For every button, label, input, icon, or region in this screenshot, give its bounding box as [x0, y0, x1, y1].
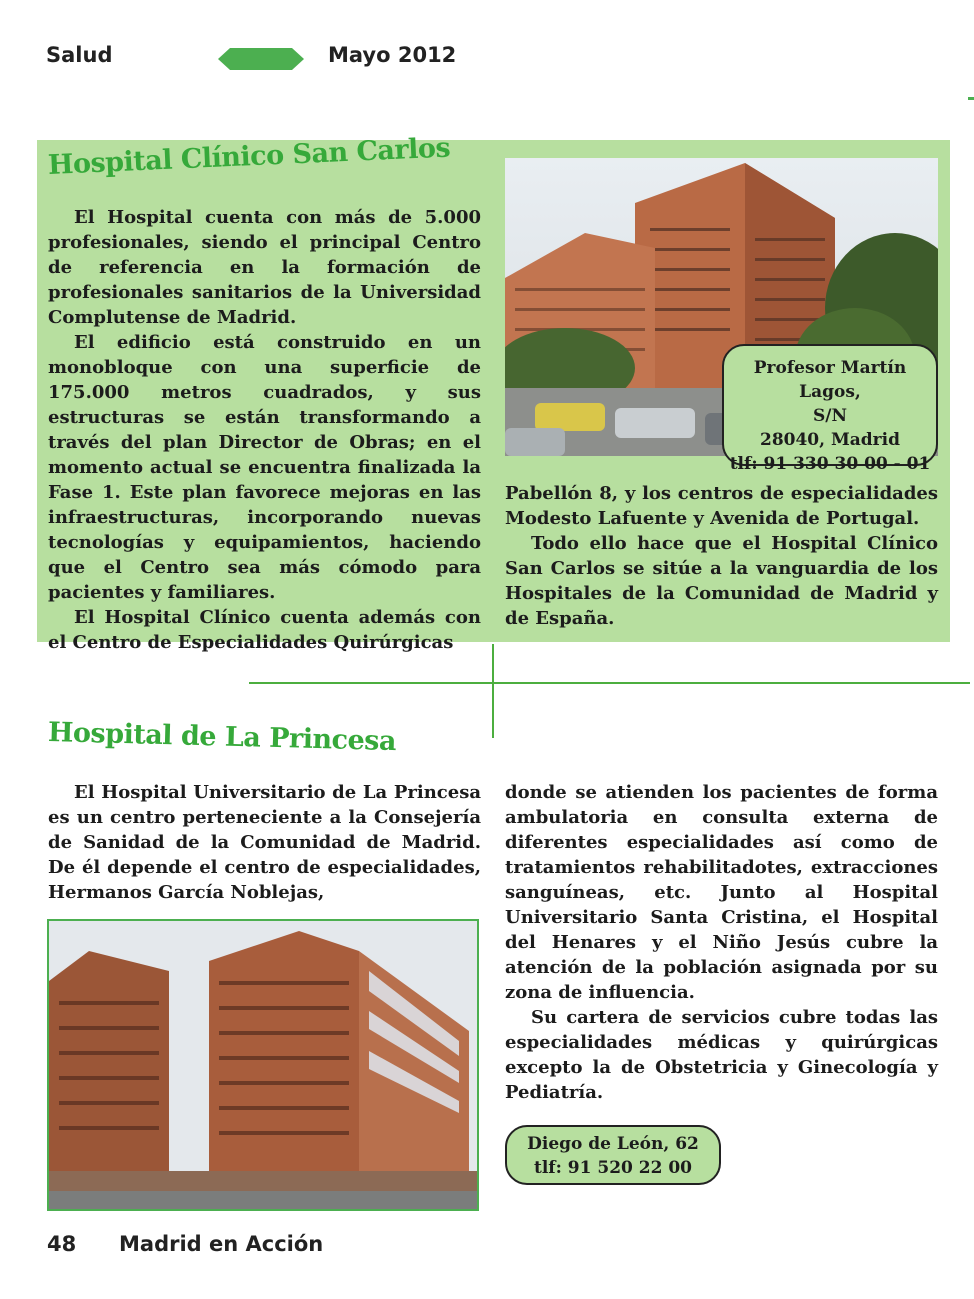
issue-date: Mayo 2012	[328, 43, 457, 67]
princesa-paragraph: Su cartera de servicios cubre todas las especialidades médicas y quirúrgicas excepto la de Obstetricia y Ginecología y Pediatría.	[505, 1007, 938, 1103]
divider-horizontal	[249, 682, 970, 684]
san-carlos-paragraph: Todo ello hace que el Hospital Clínico San Carlos se sitúe a la vanguardia de los Hospitales de la Comunidad de Madrid y de España.	[505, 533, 938, 629]
princesa-title: Hospital de La Princesa	[47, 717, 397, 758]
princesa-address-bubble	[505, 1125, 721, 1185]
page-number: 48	[47, 1232, 77, 1256]
princesa-left-column	[48, 780, 481, 905]
san-carlos-right-column	[505, 481, 938, 631]
address-line: Profesor Martín Lagos,	[753, 358, 907, 402]
divider-vertical	[492, 644, 494, 738]
address-line: S/N	[812, 406, 848, 426]
edge-mark	[968, 97, 974, 100]
san-carlos-paragraph: Pabellón 8, y los centros de especialidades Modesto Lafuente y Avenida de Portugal.	[505, 483, 938, 529]
san-carlos-paragraph: El edificio está construido en un monobloque con una superficie de 175.000 metros cuadrados, y sus estructuras se están transformando a través del plan Director de Obras; en el momento actual se encuentra finalizada la Fase 1. Este plan favorece mejoras en las infraestructuras, incorporando nuevas tecnologías y equipamientos, haciendo que el Centro sea más cómodo para pacientes y familiares.	[48, 332, 481, 603]
address-line: 28040, Madrid	[759, 430, 900, 450]
header-arrow-icon	[218, 47, 304, 71]
san-carlos-paragraph: El Hospital Clínico cuenta además con el Centro de Especialidades Quirúrgicas	[48, 607, 481, 653]
phone-number: tlf: 91 520 22 00	[533, 1158, 693, 1178]
san-carlos-title: Hospital Clínico San Carlos	[47, 132, 451, 181]
address-line: Diego de León, 62	[527, 1134, 699, 1154]
princesa-paragraph: donde se atienden los pacientes de forma ambulatoria en consulta externa de diferentes especialidades así como de tratamientos rehabilitadotes, extracciones sanguíneas, etc. Junto al Hospital Universitario Santa Cristina, el Hospital del Henares y el Niño Jesús cubre la atención de la población asignada por su zona de influencia.	[505, 782, 938, 1003]
san-carlos-left-column	[48, 205, 481, 655]
princesa-photo	[47, 919, 479, 1211]
princesa-paragraph: El Hospital Universitario de La Princesa es un centro perteneciente a la Consejería de Sanidad de la Comunidad de Madrid. De él depende el centro de especialidades, Hermanos García Noblejas,	[48, 782, 481, 903]
san-carlos-paragraph: El Hospital cuenta con más de 5.000 profesionales, siendo el principal Centro de referencia en la formación de profesionales sanitarios de la Universidad Complutense de Madrid.	[48, 207, 481, 328]
magazine-name: Madrid en Acción	[119, 1232, 324, 1256]
phone-number: tlf: 91 330 30 00 - 01	[729, 454, 931, 474]
san-carlos-address-bubble	[722, 344, 938, 474]
princesa-right-column	[505, 780, 938, 1105]
section-label: Salud	[46, 43, 113, 67]
